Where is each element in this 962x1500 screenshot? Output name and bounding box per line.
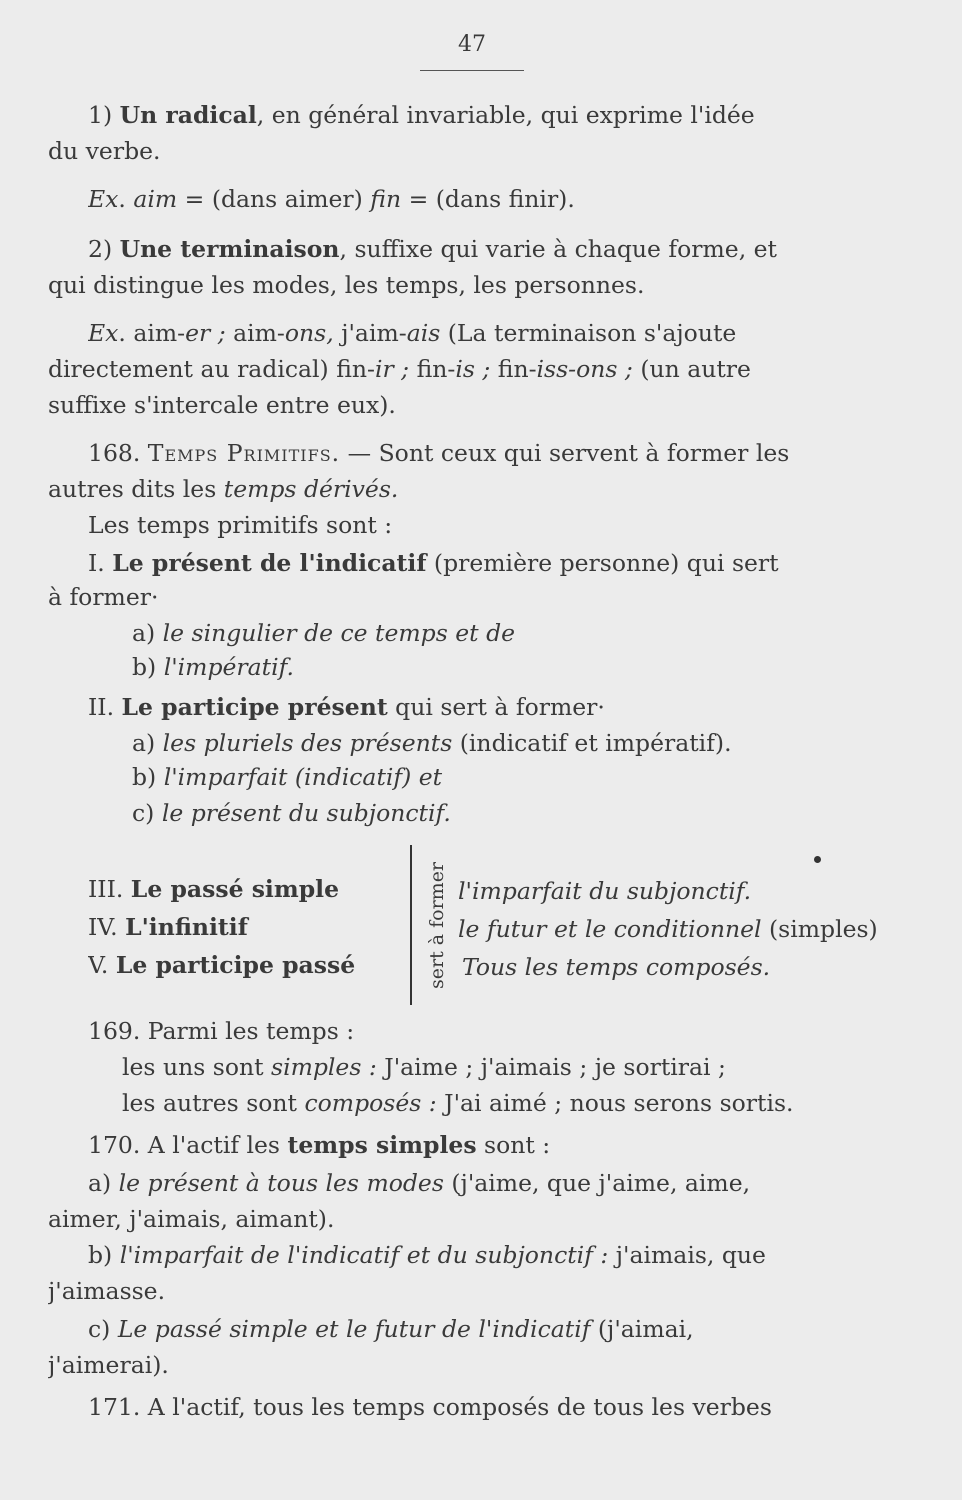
text-run: I. <box>88 549 113 577</box>
text-run: , en général invariable, qui exprime l'idée <box>256 101 755 129</box>
text-run: 170. A l'actif les <box>88 1131 288 1159</box>
text-run: directement au radical) fin- <box>48 355 375 383</box>
text-line <box>88 436 938 470</box>
text-line <box>88 1128 938 1162</box>
text-run: (indicatif et impératif). <box>452 729 732 757</box>
text-run: j'aimais, que <box>608 1241 766 1269</box>
text-line <box>88 1312 938 1346</box>
text-line <box>48 1202 898 1236</box>
text-run: aim- <box>225 319 285 347</box>
bracket-label: sert à former <box>426 861 448 989</box>
text-run: qui sert à former· <box>387 693 605 721</box>
text-run: a) <box>88 1169 119 1197</box>
text-run: er ; <box>185 319 226 347</box>
text-run: is ; <box>455 355 491 383</box>
text-line <box>132 760 962 794</box>
text-run: Le présent de l'indicatif <box>112 549 427 577</box>
text-run: (j'aime, que j'aime, aime, <box>443 1169 751 1197</box>
text-run: le présent à tous les modes <box>118 1169 444 1197</box>
text-run: c) <box>132 799 162 827</box>
text-run: autres dits les <box>48 475 224 503</box>
text-run: b) <box>88 1241 120 1269</box>
text-run: ir ; <box>374 355 410 383</box>
text-run: Les temps primitifs sont : <box>88 511 393 539</box>
text-run: l'imparfait de l'indicatif et du subjonctif : <box>119 1241 609 1269</box>
text-line <box>48 352 898 386</box>
text-run: qui distingue les modes, les temps, les personnes. <box>48 271 645 299</box>
text-line <box>458 874 962 908</box>
text-run: simples : <box>271 1053 377 1081</box>
text-run: (simples) <box>761 915 878 943</box>
text-line <box>88 98 938 132</box>
text-run: . aim- <box>118 319 186 347</box>
text-run: temps simples <box>287 1131 477 1159</box>
text-run: j'aim- <box>333 319 407 347</box>
text-line <box>458 912 962 946</box>
text-run: composés : <box>304 1089 437 1117</box>
bracket-group <box>410 845 458 1005</box>
text-line <box>48 580 898 614</box>
text-run: j'aimasse. <box>48 1277 166 1305</box>
text-run: aimer, j'aimais, aimant). <box>48 1205 335 1233</box>
text-run: 2) <box>88 235 120 263</box>
text-run: Le passé simple et le futur de l'indicatif <box>117 1315 591 1343</box>
text-line <box>88 546 938 580</box>
text-run: II. <box>88 693 122 721</box>
text-run: (première personne) qui sert <box>426 549 779 577</box>
text-line <box>122 1086 962 1120</box>
text-line <box>48 472 898 506</box>
text-run: (j'aimai, <box>590 1315 694 1343</box>
text-line <box>48 134 898 168</box>
text-run: fin- <box>409 355 456 383</box>
text-run: Tous les temps composés. <box>462 953 771 981</box>
text-run: Le participe passé <box>115 951 356 979</box>
text-run: b) <box>132 763 164 791</box>
text-run: J'aime ; j'aimais ; je sortirai ; <box>376 1053 726 1081</box>
text-run: ons, <box>284 319 334 347</box>
text-run: 1) <box>88 101 120 129</box>
text-run: temps dérivés. <box>223 475 399 503</box>
text-run: sont : <box>476 1131 551 1159</box>
text-run: (un autre <box>632 355 751 383</box>
text-run: aim <box>133 185 178 213</box>
text-run: — Sont ceux qui servent à former les <box>340 439 790 467</box>
text-run: Un radical <box>119 101 257 129</box>
text-run: (La terminaison s'ajoute <box>440 319 737 347</box>
text-line <box>88 1166 938 1200</box>
bracket-line <box>410 845 416 1005</box>
text-run: l'imparfait du subjonctif. <box>458 877 752 905</box>
text-line <box>88 1390 938 1424</box>
text-line <box>88 1014 938 1048</box>
text-run: III. <box>88 875 131 903</box>
text-run: , suffixe qui varie à chaque forme, et <box>339 235 777 263</box>
text-run: les autres sont <box>122 1089 305 1117</box>
text-line <box>122 1050 962 1084</box>
text-run: les pluriels des présents <box>162 729 453 757</box>
text-line <box>132 726 962 760</box>
text-run: = (dans finir). <box>401 185 575 213</box>
text-run: du verbe. <box>48 137 161 165</box>
text-run: Une terminaison <box>119 235 340 263</box>
text-line <box>88 690 938 724</box>
text-run: IV. <box>88 913 126 941</box>
text-line <box>88 182 938 216</box>
text-run: L'infinitif <box>125 913 248 941</box>
text-run: c) <box>88 1315 118 1343</box>
text-run: a) <box>132 729 163 757</box>
text-run: l'impératif. <box>163 653 294 681</box>
text-run: j'aimerai). <box>48 1351 169 1379</box>
text-run: 171. A l'actif, tous les temps composés de tous les verbes <box>88 1393 772 1421</box>
text-line <box>88 232 938 266</box>
text-run: 169. Parmi les temps : <box>88 1017 355 1045</box>
text-line <box>48 1348 898 1382</box>
text-line <box>132 796 962 830</box>
text-run: Le participe présent <box>121 693 388 721</box>
text-run: Le passé simple <box>130 875 340 903</box>
text-run: les uns sont <box>122 1053 272 1081</box>
text-run: suffixe s'intercale entre eux). <box>48 391 396 419</box>
text-line <box>48 388 898 422</box>
text-run: 168. <box>88 439 148 467</box>
text-run: b) <box>132 653 164 681</box>
text-run: Ex <box>88 319 119 347</box>
text-line <box>48 1274 898 1308</box>
text-line <box>132 616 962 650</box>
text-run: l'imparfait (indicatif) et <box>163 763 443 791</box>
page-number-rule <box>420 70 524 71</box>
text-line <box>88 1238 938 1272</box>
text-run: ais <box>406 319 441 347</box>
text-line <box>48 268 898 302</box>
text-run: iss-ons ; <box>536 355 633 383</box>
text-run: le futur et le conditionnel <box>458 915 762 943</box>
text-line <box>88 316 938 350</box>
page-number: 47 <box>458 32 486 57</box>
text-run: . <box>118 185 134 213</box>
text-run: le présent du subjonctif. <box>161 799 451 827</box>
text-run: Ex <box>88 185 119 213</box>
text-line <box>88 508 938 542</box>
text-run: a) <box>132 619 163 647</box>
text-run: = (dans aimer) <box>177 185 371 213</box>
text-run: fin <box>370 185 402 213</box>
text-run: V. <box>88 951 116 979</box>
text-run: fin- <box>490 355 537 383</box>
text-run: J'ai aimé ; nous serons sortis. <box>436 1089 794 1117</box>
text-run: à former· <box>48 583 159 611</box>
text-run: le singulier de ce temps et de <box>162 619 516 647</box>
text-line <box>462 950 962 984</box>
ink-dot <box>814 856 821 863</box>
text-line <box>132 650 962 684</box>
text-run: Temps Primitifs. <box>147 439 341 467</box>
